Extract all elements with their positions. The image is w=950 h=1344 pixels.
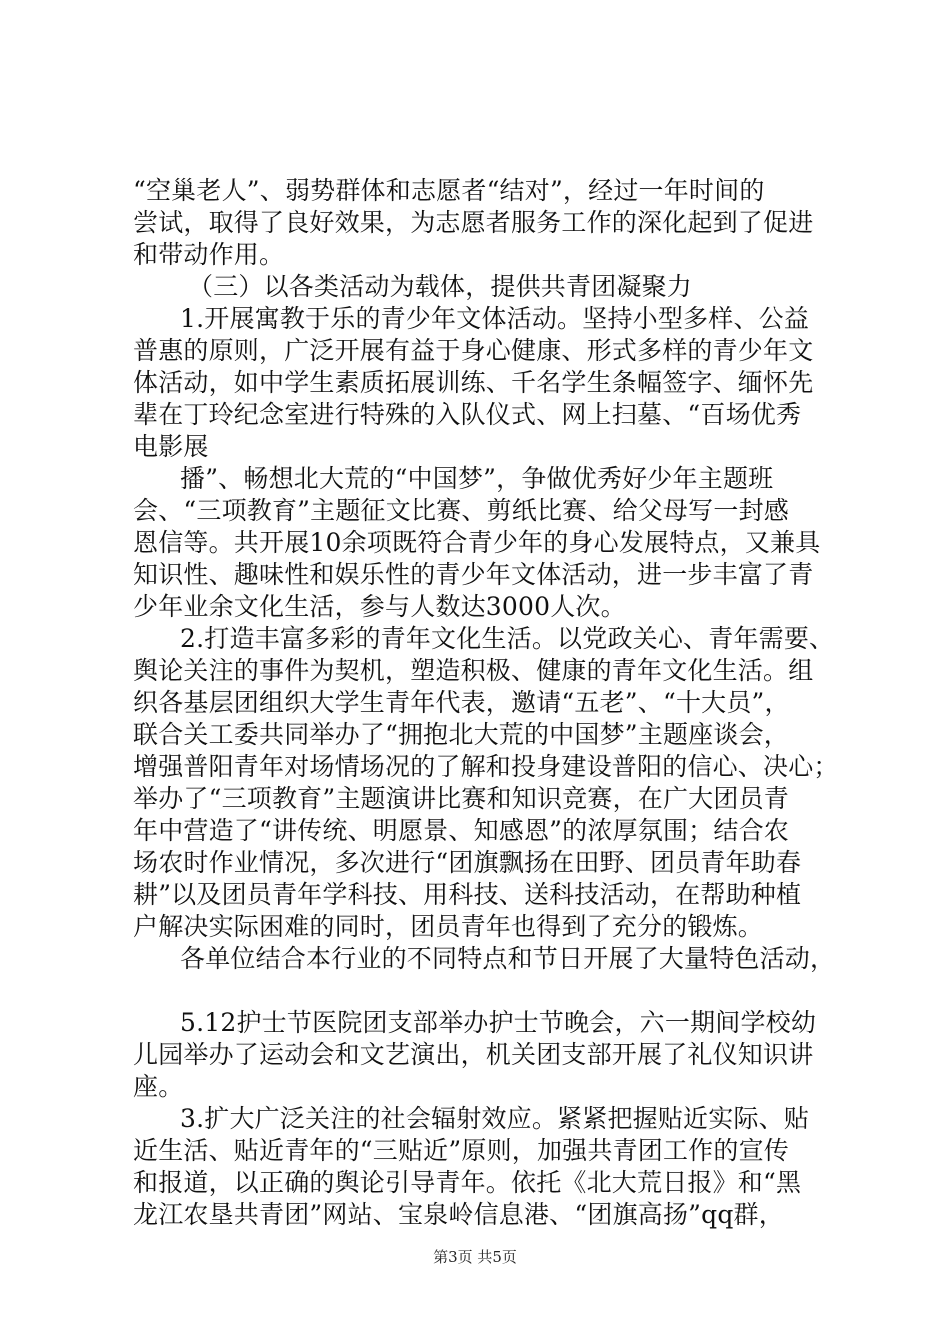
paragraph-line: 龙江农垦共青团”网站、宝泉岭信息港、“团旗高扬”qq群， xyxy=(133,1200,784,1229)
paragraph-line: 播”、畅想北大荒的“中国梦”，争做优秀好少年主题班 xyxy=(180,464,774,493)
paragraph-line: 知识性、趣味性和娱乐性的青少年文体活动，进一步丰富了青 xyxy=(133,560,814,589)
paragraph-line: 会、“三项教育”主题征文比赛、剪纸比赛、给父母写一封感 xyxy=(133,496,789,525)
paragraph-line: 联合关工委共同举办了“拥抱北大荒的中国梦”主题座谈会， xyxy=(133,720,789,749)
paragraph-line: 儿园举办了运动会和文艺演出，机关团支部开展了礼仪知识讲 xyxy=(133,1040,814,1069)
paragraph-line: 电影展 xyxy=(133,432,209,461)
paragraph-line: 3.扩大广泛关注的社会辐射效应。紧紧把握贴近实际、贴 xyxy=(180,1104,810,1133)
paragraph-line: 少年业余文化生活，参与人数达3000人次。 xyxy=(133,592,626,621)
paragraph-line: 尝试，取得了良好效果，为志愿者服务工作的深化起到了促进 xyxy=(133,208,814,237)
paragraph-line: 场农时作业情况，多次进行“团旗飘扬在田野、团员青年助春 xyxy=(133,848,802,877)
paragraph-line: 年中营造了“讲传统、明愿景、知感恩”的浓厚氛围；结合农 xyxy=(133,816,789,845)
paragraph-line: 5.12护士节医院团支部举办护士节晚会，六一期间学校幼 xyxy=(180,1008,817,1037)
paragraph-line: 举办了“三项教育”主题演讲比赛和知识竞赛，在广大团员青 xyxy=(133,784,789,813)
paragraph-line: 1.开展寓教于乐的青少年文体活动。坚持小型多样、公益 xyxy=(180,304,810,333)
page-number-footer: 第3页 共5页 xyxy=(433,1248,517,1266)
paragraph-line: 增强普阳青年对场情场况的了解和投身建设普阳的信心、决心； xyxy=(133,752,839,781)
paragraph-line: 辈在丁玲纪念室进行特殊的入队仪式、网上扫墓、“百场优秀 xyxy=(133,400,802,429)
paragraph-line: 2.打造丰富多彩的青年文化生活。以党政关心、青年需要、 xyxy=(180,624,835,653)
paragraph-line: 近生活、贴近青年的“三贴近”原则，加强共青团工作的宣传 xyxy=(133,1136,789,1165)
paragraph-line: 耕”以及团员青年学科技、用科技、送科技活动，在帮助种植 xyxy=(133,880,802,909)
paragraph-line: 各单位结合本行业的不同特点和节日开展了大量特色活动， xyxy=(180,944,836,973)
paragraph-line: 织各基层团组织大学生青年代表，邀请“五老”、“十大员”， xyxy=(133,688,790,717)
paragraph-line: “空巢老人”、弱势群体和志愿者“结对”，经过一年时间的 xyxy=(133,176,765,205)
paragraph-line: 舆论关注的事件为契机，塑造积极、健康的青年文化生活。组 xyxy=(133,656,814,685)
paragraph-line: 座。 xyxy=(133,1072,184,1101)
paragraph-line: 体活动，如中学生素质拓展训练、千名学生条幅签字、缅怀先 xyxy=(133,368,814,397)
paragraph-line: 恩信等。共开展10余项既符合青少年的身心发展特点，又兼具 xyxy=(133,528,821,557)
section-heading: （三）以各类活动为载体，提供共青团凝聚力 xyxy=(188,272,693,301)
paragraph-line: 户解决实际困难的同时，团员青年也得到了充分的锻炼。 xyxy=(133,912,764,941)
paragraph-line: 和报道，以正确的舆论引导青年。依托《北大荒日报》和“黑 xyxy=(133,1168,802,1197)
paragraph-line: 普惠的原则，广泛开展有益于身心健康、形式多样的青少年文 xyxy=(133,336,814,365)
paragraph-line: 和带动作用。 xyxy=(133,240,285,269)
